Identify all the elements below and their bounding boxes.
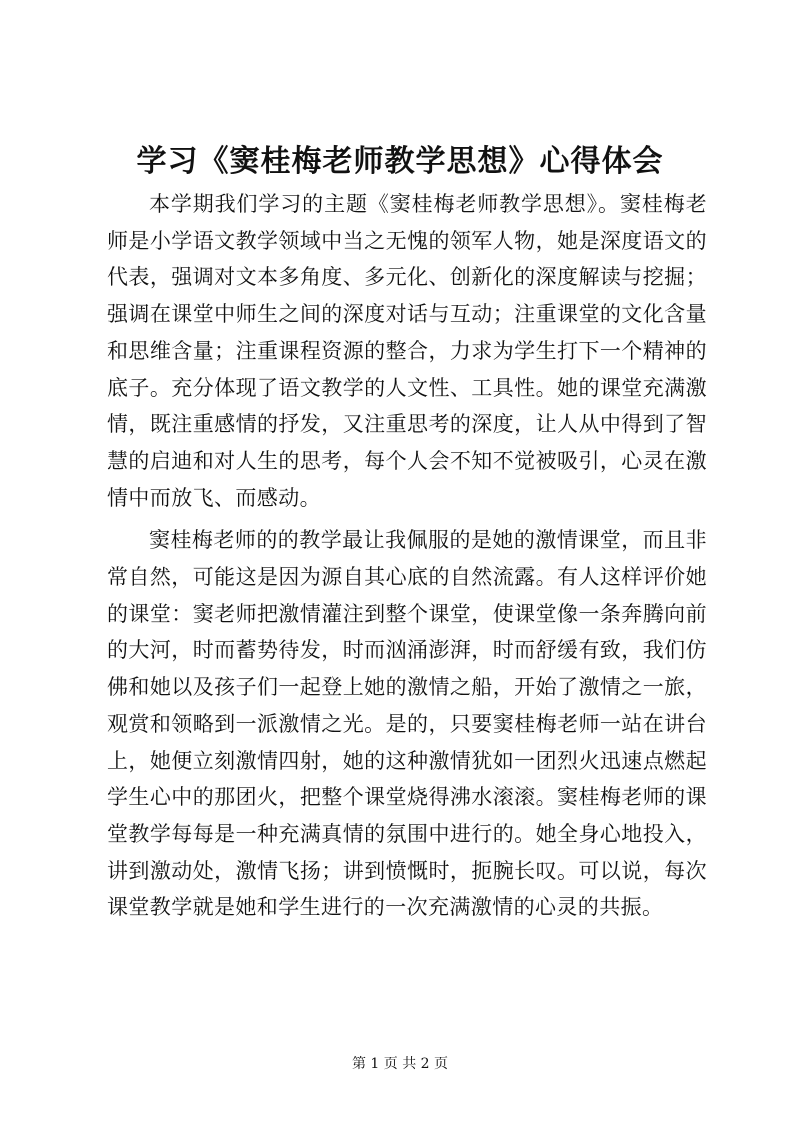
paragraph-2: 窦桂梅老师的的教学最让我佩服的是她的激情课堂，而且非常自然，可能这是因为源自其心底的自然流露。有人这样评价她的课堂：窦老师把激情灌注到整个课堂，使课堂像一条奔腾向前的大河，时而蓄势待发，时而汹涌澎湃，时而舒缓有致，我们仿佛和她以及孩子们一起登上她的激情之船，开始了激情之一旅，观赏和领略到一派激情之光。是的，只要窦桂梅老师一站在讲台上，她便立刻激情四射，她的这种激情犹如一团烈火迅速点燃起学生心中的那团火，把整个课堂烧得沸水滚滚。窦桂梅老师的课堂教学每每是一种充满真情的氛围中进行的。她全身心地投入，讲到激动处，激情飞扬；讲到愤慨时，扼腕长叹。可以说，每次课堂教学就是她和学生进行的一次充满激情的心灵的共振。	[107, 528, 707, 920]
document-title: 学习《窦桂梅老师教学思想》心得体会	[136, 144, 664, 179]
page-footer: 第 1 页 共 2 页	[351, 1056, 449, 1072]
document-body	[107, 186, 707, 932]
paragraph-1: 本学期我们学习的主题《窦桂梅老师教学思想》。窦桂梅老师是小学语文教学领域中当之无愧的领军人物，她是深度语文的代表，强调对文本多角度、多元化、创新化的深度解读与挖掘；强调在课堂中师生之间的深度对话与互动；注重课堂的文化含量和思维含量；注重课程资源的整合，力求为学生打下一个精神的底子。充分体现了语文教学的人文性、工具性。她的课堂充满激情，既注重感情的抒发，又注重思考的深度，让人从中得到了智慧的启迪和对人生的思考，每个人会不知不觉被吸引，心灵在激情中而放飞、而感动。	[107, 192, 707, 510]
